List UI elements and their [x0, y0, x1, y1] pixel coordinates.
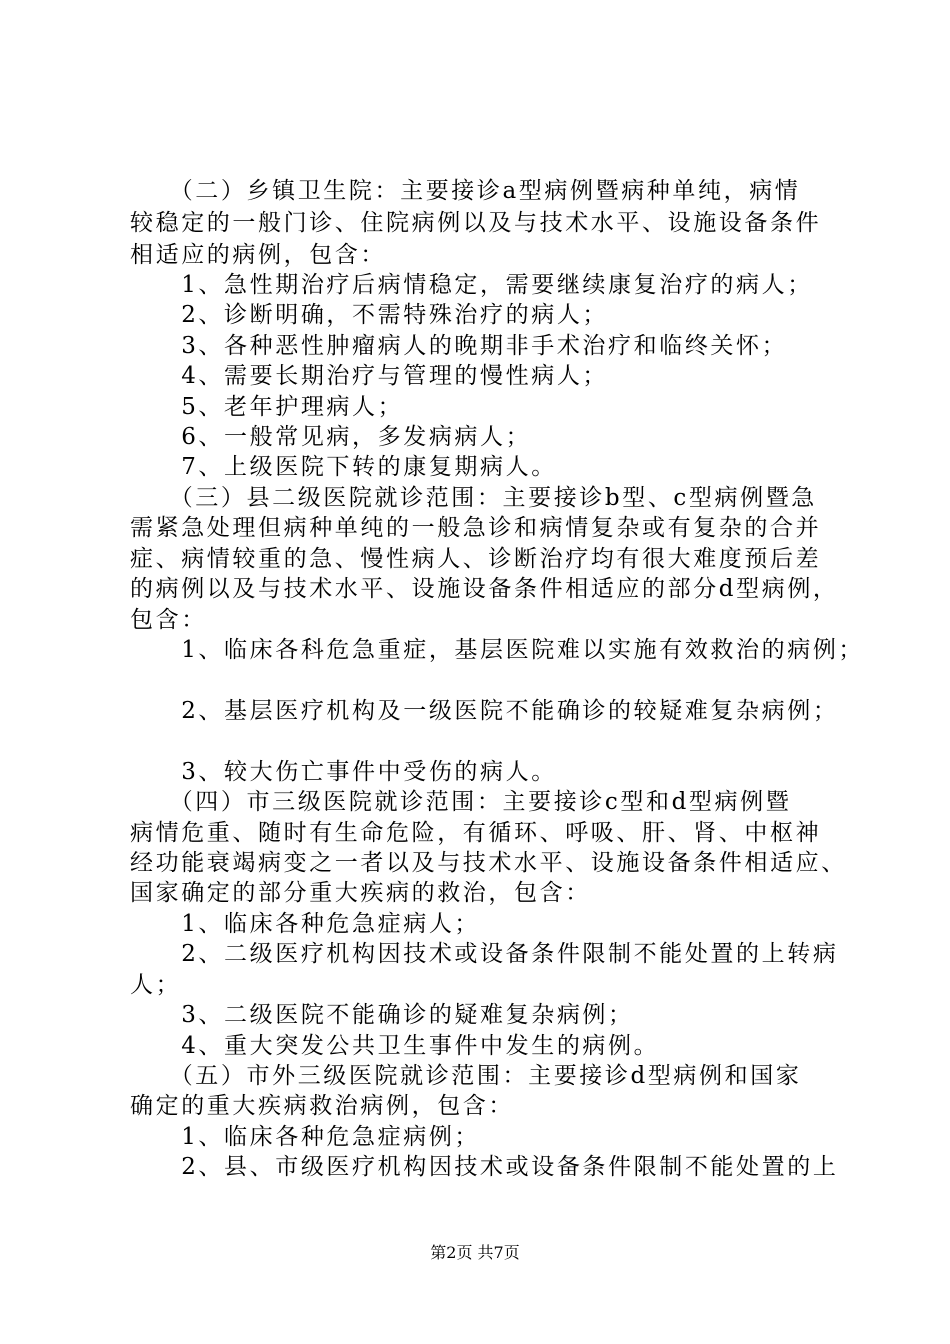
text-line: （四）市三级医院就诊范围：主要接诊c型和d型病例暨	[130, 789, 792, 815]
text-line: 较稳定的一般门诊、住院病例以及与技术水平、设施设备条件	[130, 210, 822, 236]
text-line: 1、急性期治疗后病情稳定，需要继续康复治疗的病人；	[130, 272, 813, 298]
text-line: 国家确定的部分重大疾病的救治，包含：	[130, 880, 591, 906]
text-line: 2、基层医疗机构及一级医院不能确诊的较疑难复杂病例；	[130, 698, 839, 724]
text-line: 确定的重大疾病救治病例，包含：	[130, 1093, 514, 1119]
text-line: 经功能衰竭病变之一者以及与技术水平、设施设备条件相适应、	[130, 850, 847, 876]
text-line: 1、临床各种危急症病例；	[130, 1124, 481, 1150]
text-line: 4、需要长期治疗与管理的慢性病人；	[130, 363, 609, 389]
text-line: 病情危重、随时有生命危险，有循环、呼吸、肝、肾、中枢神	[130, 820, 822, 846]
text-line: 4、重大突发公共卫生事件中发生的病例。	[130, 1033, 660, 1059]
page-number-footer: 第2页 共7页	[430, 1243, 520, 1262]
text-line: 1、临床各科危急重症，基层医院难以实施有效救治的病例；	[130, 637, 865, 663]
text-line: 包含：	[130, 607, 207, 633]
text-line: 5、老年护理病人；	[130, 394, 404, 420]
text-line: 2、二级医疗机构因技术或设备条件限制不能处置的上转病	[130, 941, 839, 967]
text-line: 6、一般常见病，多发病病人；	[130, 424, 532, 450]
text-line: （二）乡镇卫生院：主要接诊a型病例暨病种单纯，病情	[130, 178, 801, 204]
text-line: 3、二级医院不能确诊的疑难复杂病例；	[130, 1002, 634, 1028]
text-line: （三）县二级医院就诊范围：主要接诊b型、c型病例暨急	[130, 485, 817, 511]
text-line: （五）市外三级医院就诊范围：主要接诊d型病例和国家	[130, 1063, 802, 1089]
text-line: 症、病情较重的急、慢性病人、诊断治疗均有很大难度预后差	[130, 546, 822, 572]
text-line: 1、临床各种危急症病人；	[130, 911, 481, 937]
text-line: 2、县、市级医疗机构因技术或设备条件限制不能处置的上	[130, 1154, 839, 1180]
text-line: 相适应的病例，包含：	[130, 242, 386, 268]
text-line: 人；	[130, 972, 182, 998]
text-line: 3、各种恶性肿瘤病人的晚期非手术治疗和临终关怀；	[130, 333, 788, 359]
text-line: 7、上级医院下转的康复期病人。	[130, 454, 557, 480]
text-line: 的病例以及与技术水平、设施设备条件相适应的部分d型病例，	[130, 576, 839, 602]
text-line: 需紧急处理但病种单纯的一般急诊和病情复杂或有复杂的合并	[130, 515, 822, 541]
text-line: 3、较大伤亡事件中受伤的病人。	[130, 759, 557, 785]
text-line: 2、诊断明确，不需特殊治疗的病人；	[130, 302, 609, 328]
